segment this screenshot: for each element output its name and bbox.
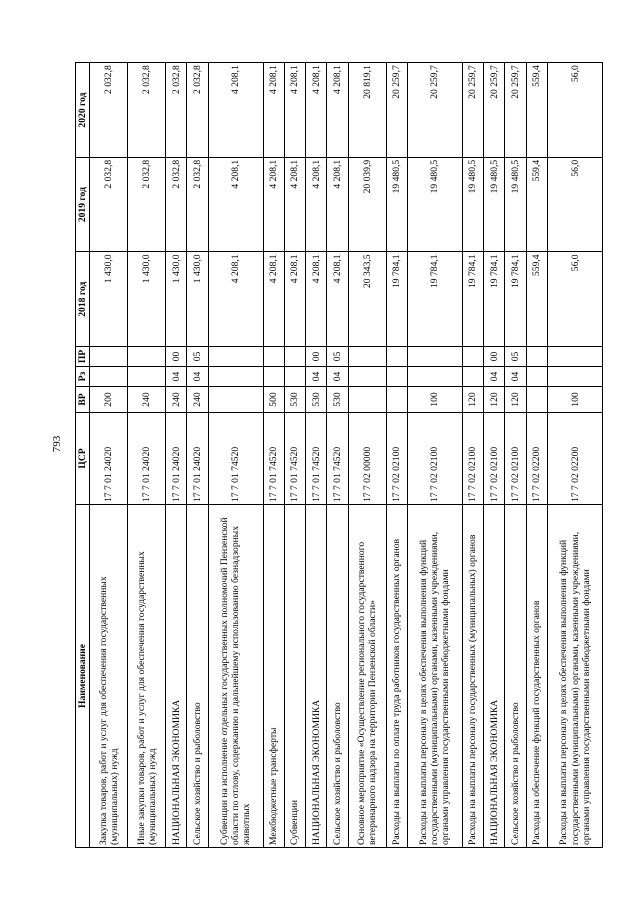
cell-vr: 240 — [187, 387, 208, 413]
cell-2019: 56,0 — [548, 157, 603, 252]
cell-rz: 04 — [505, 367, 526, 387]
cell-2020: 2 032,8 — [166, 63, 187, 158]
cell-vr: 120 — [505, 387, 526, 413]
cell-name: Расходы на выплаты персоналу государственных (муниципальных) органов — [462, 505, 483, 848]
cell-vr — [386, 387, 407, 413]
cell-name: НАЦИОНАЛЬНАЯ ЭКОНОМИКА — [166, 505, 187, 848]
cell-name: Сельское хозяйство и рыболовство — [505, 505, 526, 848]
table-header-row — [76, 63, 90, 848]
cell-2020: 4 208,1 — [284, 63, 305, 158]
cell-name: Иные закупки товаров, работ и услуг для обеспечения государственных (муниципальных) нужд — [128, 505, 166, 848]
cell-pr — [408, 347, 463, 367]
cell-name: Субвенции — [284, 505, 305, 848]
cell-2019: 559,4 — [526, 157, 547, 252]
table-row — [408, 63, 463, 848]
cell-2018: 4 208,1 — [208, 252, 263, 347]
table-row — [128, 63, 166, 848]
cell-2020: 4 208,1 — [306, 63, 327, 158]
cell-csr: 17 7 01 24020 — [187, 413, 208, 505]
cell-pr — [284, 347, 305, 367]
cell-vr: 240 — [128, 387, 166, 413]
header-2019: 2019 год — [76, 157, 90, 252]
rotated-table-frame — [75, 63, 603, 848]
cell-csr: 17 7 01 24020 — [128, 413, 166, 505]
header-name: Наименование — [76, 505, 90, 848]
cell-2018: 559,4 — [526, 252, 547, 347]
header-pr: ПР — [76, 347, 90, 367]
cell-rz: 04 — [327, 367, 348, 387]
cell-2018: 19 784,1 — [386, 252, 407, 347]
cell-2019: 2 032,8 — [166, 157, 187, 252]
cell-rz: 04 — [166, 367, 187, 387]
cell-name: Расходы на выплаты по оплате труда работников государственных органов — [386, 505, 407, 848]
table-row — [166, 63, 187, 848]
cell-2020: 2 032,8 — [128, 63, 166, 158]
cell-2019: 2 032,8 — [90, 157, 128, 252]
cell-pr — [548, 347, 603, 367]
budget-table — [75, 62, 603, 848]
cell-name: Основное мероприятие «Осуществление регионального государственного ветеринарного надзора на территории Пензенской области» — [348, 505, 386, 848]
cell-name: Расходы на выплаты персоналу в целях обеспечения выполнения функций государственными (муниципальными) органами, казенными учреждениями, органами управления государственными внебюджетными фондами — [408, 505, 463, 848]
cell-2020: 4 208,1 — [327, 63, 348, 158]
cell-2020: 4 208,1 — [208, 63, 263, 158]
cell-2019: 4 208,1 — [284, 157, 305, 252]
cell-csr: 17 7 02 02100 — [484, 413, 505, 505]
cell-pr — [386, 347, 407, 367]
cell-rz: 04 — [187, 367, 208, 387]
cell-vr: 120 — [462, 387, 483, 413]
cell-rz — [462, 367, 483, 387]
table-row — [505, 63, 526, 848]
cell-pr — [208, 347, 263, 367]
table-row — [526, 63, 547, 848]
cell-rz — [263, 367, 284, 387]
cell-vr — [208, 387, 263, 413]
table-row — [306, 63, 327, 848]
cell-2018: 4 208,1 — [284, 252, 305, 347]
cell-2020: 56,0 — [548, 63, 603, 158]
cell-rz: 04 — [484, 367, 505, 387]
table-row — [548, 63, 603, 848]
table-row — [208, 63, 263, 848]
cell-name: НАЦИОНАЛЬНАЯ ЭКОНОМИКА — [306, 505, 327, 848]
cell-2018: 56,0 — [548, 252, 603, 347]
table-row — [284, 63, 305, 848]
cell-vr: 100 — [408, 387, 463, 413]
cell-rz — [90, 367, 128, 387]
cell-2020: 2 032,8 — [187, 63, 208, 158]
cell-name: Закупка товаров, работ и услуг для обеспечения государственных (муниципальных) нужд — [90, 505, 128, 848]
table-row — [484, 63, 505, 848]
page-number: 793 — [51, 435, 63, 453]
cell-vr: 530 — [284, 387, 305, 413]
cell-pr: 00 — [306, 347, 327, 367]
cell-2018: 4 208,1 — [306, 252, 327, 347]
cell-csr: 17 7 02 02100 — [462, 413, 483, 505]
cell-pr: 00 — [166, 347, 187, 367]
table-container — [75, 63, 603, 848]
cell-name: Сельское хозяйство и рыболовство — [187, 505, 208, 848]
cell-csr: 17 7 01 24020 — [166, 413, 187, 505]
cell-rz — [548, 367, 603, 387]
cell-name: Межбюджетные трансферты — [263, 505, 284, 848]
header-2018: 2018 год — [76, 252, 90, 347]
cell-pr: 05 — [187, 347, 208, 367]
cell-2019: 4 208,1 — [306, 157, 327, 252]
cell-pr — [526, 347, 547, 367]
cell-2019: 2 032,8 — [128, 157, 166, 252]
cell-2020: 4 208,1 — [263, 63, 284, 158]
cell-2019: 4 208,1 — [263, 157, 284, 252]
cell-rz — [128, 367, 166, 387]
cell-rz — [526, 367, 547, 387]
cell-name: Субвенции на исполнение отдельных государственных полномочий Пензенской области по отлову, содержанию и дальнейшему использованию безнадзорных животных — [208, 505, 263, 848]
cell-2018: 20 343,5 — [348, 252, 386, 347]
cell-2020: 20 259,7 — [484, 63, 505, 158]
cell-2019: 20 039,9 — [348, 157, 386, 252]
cell-2018: 19 784,1 — [484, 252, 505, 347]
header-vr: ВР — [76, 387, 90, 413]
cell-name: Расходы на обеспечение функций государственных органов — [526, 505, 547, 848]
cell-2018: 4 208,1 — [263, 252, 284, 347]
cell-name: Расходы на выплаты персоналу в целях обеспечения выполнения функций государственными (муниципальными) органами, казенными учреждениями, органами управления государственными внебюджетными фондами — [548, 505, 603, 848]
table-row — [263, 63, 284, 848]
cell-2020: 20 259,7 — [505, 63, 526, 158]
cell-2019: 2 032,8 — [187, 157, 208, 252]
cell-2019: 19 480,5 — [484, 157, 505, 252]
cell-rz — [348, 367, 386, 387]
cell-2018: 1 430,0 — [128, 252, 166, 347]
cell-2018: 19 784,1 — [408, 252, 463, 347]
cell-vr: 240 — [166, 387, 187, 413]
cell-rz — [208, 367, 263, 387]
cell-vr — [348, 387, 386, 413]
cell-rz — [386, 367, 407, 387]
cell-rz — [408, 367, 463, 387]
table-body — [90, 63, 603, 848]
cell-vr: 530 — [327, 387, 348, 413]
cell-csr: 17 7 01 74520 — [327, 413, 348, 505]
cell-2020: 559,4 — [526, 63, 547, 158]
cell-name: НАЦИОНАЛЬНАЯ ЭКОНОМИКА — [484, 505, 505, 848]
cell-csr: 17 7 01 74520 — [263, 413, 284, 505]
cell-pr: 05 — [505, 347, 526, 367]
cell-2019: 4 208,1 — [327, 157, 348, 252]
cell-2018: 1 430,0 — [90, 252, 128, 347]
header-rz: Рз — [76, 367, 90, 387]
cell-2018: 1 430,0 — [187, 252, 208, 347]
cell-pr: 05 — [327, 347, 348, 367]
cell-2018: 19 784,1 — [505, 252, 526, 347]
cell-2020: 2 032,8 — [90, 63, 128, 158]
cell-csr: 17 7 02 02100 — [386, 413, 407, 505]
table-row — [462, 63, 483, 848]
cell-2019: 4 208,1 — [208, 157, 263, 252]
cell-name: Сельское хозяйство и рыболовство — [327, 505, 348, 848]
table-row — [386, 63, 407, 848]
header-csr: ЦСР — [76, 413, 90, 505]
cell-pr — [128, 347, 166, 367]
cell-2019: 19 480,5 — [386, 157, 407, 252]
cell-2020: 20 259,7 — [462, 63, 483, 158]
cell-vr: 200 — [90, 387, 128, 413]
cell-pr — [348, 347, 386, 367]
cell-csr: 17 7 02 02100 — [505, 413, 526, 505]
table-row — [90, 63, 128, 848]
cell-2019: 19 480,5 — [462, 157, 483, 252]
table-row — [327, 63, 348, 848]
cell-csr: 17 7 02 02200 — [526, 413, 547, 505]
cell-pr — [263, 347, 284, 367]
cell-2018: 1 430,0 — [166, 252, 187, 347]
cell-pr — [90, 347, 128, 367]
cell-vr: 100 — [548, 387, 603, 413]
cell-csr: 17 7 01 74520 — [284, 413, 305, 505]
table-row — [348, 63, 386, 848]
cell-2019: 19 480,5 — [505, 157, 526, 252]
cell-2020: 20 819,1 — [348, 63, 386, 158]
cell-2020: 20 259,7 — [408, 63, 463, 158]
cell-rz — [284, 367, 305, 387]
cell-2020: 20 259,7 — [386, 63, 407, 158]
cell-vr — [526, 387, 547, 413]
cell-csr: 17 7 01 24020 — [90, 413, 128, 505]
cell-csr: 17 7 02 02200 — [548, 413, 603, 505]
cell-pr: 00 — [484, 347, 505, 367]
cell-2019: 19 480,5 — [408, 157, 463, 252]
cell-vr: 530 — [306, 387, 327, 413]
cell-2018: 4 208,1 — [327, 252, 348, 347]
cell-rz: 04 — [306, 367, 327, 387]
cell-2018: 19 784,1 — [462, 252, 483, 347]
cell-csr: 17 7 01 74520 — [208, 413, 263, 505]
cell-vr: 120 — [484, 387, 505, 413]
cell-csr: 17 7 02 00000 — [348, 413, 386, 505]
header-2020: 2020 год — [76, 63, 90, 158]
cell-csr: 17 7 02 02100 — [408, 413, 463, 505]
cell-csr: 17 7 01 74520 — [306, 413, 327, 505]
cell-vr: 500 — [263, 387, 284, 413]
cell-pr — [462, 347, 483, 367]
table-row — [187, 63, 208, 848]
